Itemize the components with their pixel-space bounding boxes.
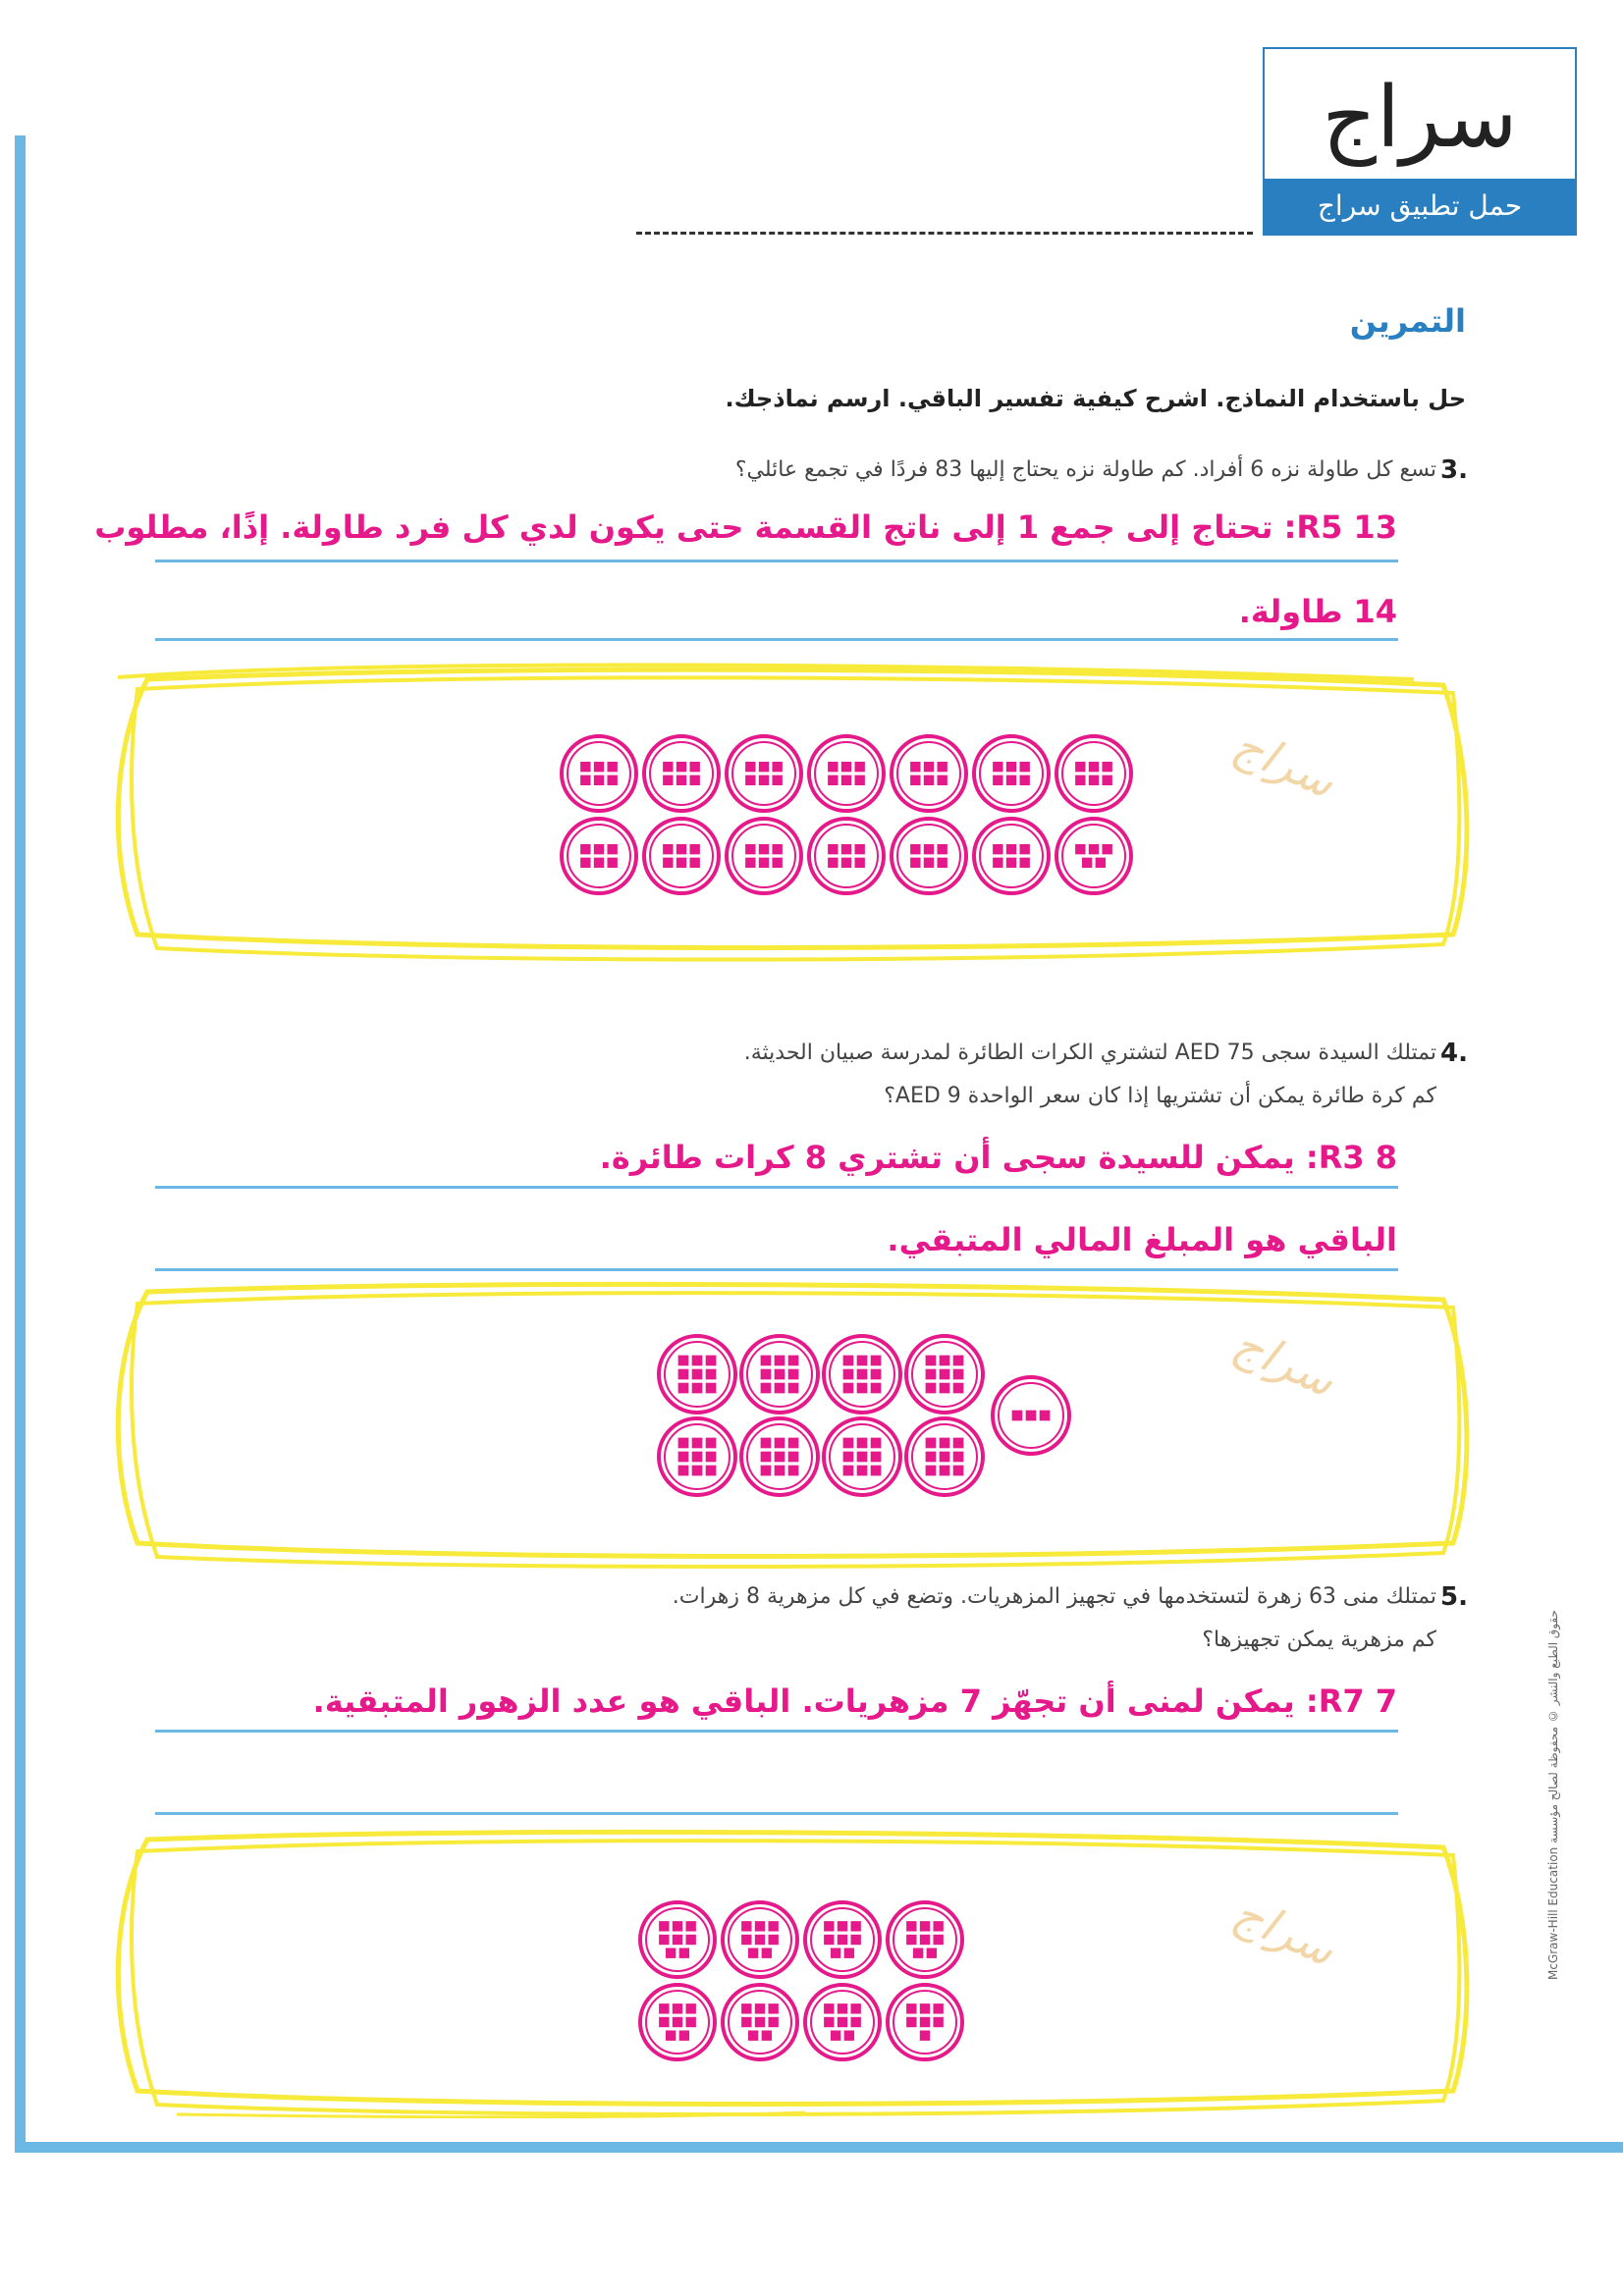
counter-dot [940, 1369, 950, 1380]
counter-dot [850, 1935, 860, 1945]
counter-dot [910, 858, 920, 868]
counter-dot [607, 762, 617, 772]
counter-dot [788, 1466, 799, 1476]
counter-dot [772, 858, 782, 868]
counter-dot [706, 1356, 717, 1366]
counter-dot [594, 762, 604, 772]
counter-dot [933, 2017, 943, 2027]
counter-dot [906, 2017, 916, 2027]
counter-dot [1082, 858, 1092, 868]
problem-number: 3. [1440, 455, 1468, 485]
counter-dot [953, 1452, 964, 1463]
highlight-scribble [118, 1832, 1467, 2104]
group-circle-inner [650, 825, 713, 887]
counter-dot [772, 762, 782, 772]
group-circle [974, 736, 1049, 811]
counter-dot [759, 858, 769, 868]
counter-dot [857, 1438, 868, 1449]
counter-dot [831, 2030, 840, 2040]
counter-dot [689, 844, 699, 854]
counter-dot [940, 1452, 950, 1463]
counter-dot [940, 1466, 950, 1476]
counter-dot [824, 1921, 834, 1931]
problem-number: 4. [1440, 1039, 1468, 1068]
counter-dot [580, 858, 590, 868]
counter-dot [755, 2017, 765, 2027]
counter-dot [768, 1921, 778, 1931]
counter-dot [828, 762, 838, 772]
counter-dot [761, 1383, 772, 1394]
counter-dot [741, 1921, 751, 1931]
counter-dot [775, 1369, 785, 1380]
group-circle [727, 736, 801, 811]
counter-dot [906, 2003, 916, 2013]
counter-dot [692, 1369, 703, 1380]
answer-rule [155, 1186, 1398, 1189]
group-circle-inner [1062, 825, 1125, 887]
counter-dot [768, 2017, 778, 2027]
counter-dot [741, 1935, 751, 1945]
counter-dot [678, 1452, 689, 1463]
counter-dot [920, 2030, 930, 2040]
counter-dot [927, 1948, 937, 1957]
group-circle-inner [732, 742, 795, 805]
counter-dot [871, 1383, 882, 1394]
counter-dot [659, 2017, 669, 2027]
counter-dot [745, 844, 755, 854]
counter-dot [937, 844, 947, 854]
counter-dot [762, 1948, 772, 1957]
counter-dot [871, 1452, 882, 1463]
counter-dot [678, 1383, 689, 1394]
counter-dot [953, 1369, 964, 1380]
counter-dot [940, 1383, 950, 1394]
counter-dot [1019, 775, 1029, 785]
watermark: سراج [1225, 717, 1343, 809]
counter-dot [679, 2030, 689, 2040]
name-dashed-line [636, 232, 1253, 235]
counter-dot [788, 1452, 799, 1463]
watermark: سراج [1225, 1315, 1343, 1408]
counter-dot [937, 858, 947, 868]
counter-dot [673, 1935, 682, 1945]
counter-dot [838, 2003, 847, 2013]
counter-dot [910, 775, 920, 785]
counter-dot [828, 775, 838, 785]
answer-line: 13 R5: تحتاج إلى جمع 1 إلى ناتج القسمة حتى يكون لدي كل فرد طاولة. إذًا، مطلوب [94, 508, 1397, 546]
group-circle-inner [980, 742, 1043, 805]
group-circle-inner [568, 825, 630, 887]
counter-dot [755, 1935, 765, 1945]
counter-dot [910, 844, 920, 854]
counter-dot [1019, 844, 1029, 854]
counter-dot [937, 762, 947, 772]
counter-dot [1096, 858, 1106, 868]
counter-dot [761, 1466, 772, 1476]
problem-number: 5. [1440, 1582, 1468, 1612]
counter-dot [788, 1356, 799, 1366]
counter-dot [745, 858, 755, 868]
counter-dot [906, 1935, 916, 1945]
counter-dot [843, 1356, 854, 1366]
answer-line: 7 R7: يمكن لمنى أن تجهّز 7 مزهريات. الباقي هو عدد الزهور المتبقية. [312, 1682, 1397, 1720]
counter-dot [854, 844, 864, 854]
group-circle-inner [815, 825, 878, 887]
group-circle [974, 819, 1049, 893]
counter-dot [828, 858, 838, 868]
counter-dot [761, 1356, 772, 1366]
group-circle-inner [815, 742, 878, 805]
counter-dot [788, 1383, 799, 1394]
counter-dot [673, 2003, 682, 2013]
counter-dot [838, 1935, 847, 1945]
counter-dot [843, 1466, 854, 1476]
counter-dot [871, 1369, 882, 1380]
model-box-2 [59, 1276, 1483, 1571]
counter-dot [1075, 762, 1085, 772]
counter-dot [745, 775, 755, 785]
counter-dot [673, 1921, 682, 1931]
counter-dot [678, 1466, 689, 1476]
counter-dot [926, 1356, 937, 1366]
counter-dot [926, 1452, 937, 1463]
counter-dot [676, 762, 686, 772]
model-box-3 [59, 1824, 1483, 2118]
logo-word: سراج [1322, 69, 1518, 167]
counter-dot [850, 2017, 860, 2027]
counter-dot [857, 1383, 868, 1394]
counter-dot [953, 1383, 964, 1394]
page-border-bottom [15, 2142, 1623, 2153]
counter-dot [741, 2003, 751, 2013]
problem-text: تمتلك السيدة سجى 75 AED لتشتري الكرات الطائرة لمدرسة صبيان الحديثة. [743, 1041, 1436, 1065]
counter-dot [871, 1356, 882, 1366]
counter-dot [844, 2030, 854, 2040]
counter-dot [607, 775, 617, 785]
group-circle [562, 819, 636, 893]
copyright-side-text: حقوق الطبع والنشر © محفوظة لصالح مؤسسة McGraw-Hill Education [1546, 1610, 1560, 1980]
counter-dot [824, 2003, 834, 2013]
group-circle [1056, 819, 1131, 893]
counter-dot [580, 775, 590, 785]
counter-dot [906, 1921, 916, 1931]
highlight-scribble [132, 677, 1459, 959]
counter-dot [678, 1438, 689, 1449]
counter-dot [706, 1438, 717, 1449]
answer-line: 8 R3: يمكن للسيدة سجى أن تشتري 8 كرات طائرة. [599, 1139, 1397, 1176]
counter-dot [828, 844, 838, 854]
counter-dot [748, 1948, 758, 1957]
counter-dot [607, 844, 617, 854]
counter-dot [953, 1466, 964, 1476]
counter-dot [706, 1369, 717, 1380]
counter-dot [685, 1921, 695, 1931]
counter-dot [706, 1383, 717, 1394]
counter-dot [871, 1438, 882, 1449]
counter-dot [844, 1948, 854, 1957]
counter-dot [933, 2003, 943, 2013]
answer-rule [155, 638, 1398, 641]
counter-dot [993, 775, 1002, 785]
group-circle-inner [732, 825, 795, 887]
counter-dot [850, 2003, 860, 2013]
counter-dot [1075, 775, 1085, 785]
counter-dot [673, 2017, 682, 2027]
group-circle [892, 736, 966, 811]
counter-dot [759, 762, 769, 772]
counter-dot [659, 2003, 669, 2013]
counter-dot [679, 1948, 689, 1957]
counter-dot [580, 844, 590, 854]
counter-dot [857, 1452, 868, 1463]
counter-dot [755, 1921, 765, 1931]
problem-text: كم كرة طائرة يمكن أن تشتريها إذا كان سعر الواحدة 9 AED؟ [884, 1084, 1436, 1108]
counter-dot [706, 1466, 717, 1476]
counter-dot [824, 1935, 834, 1945]
counter-dot [841, 762, 851, 772]
counter-dot [748, 2030, 758, 2040]
highlight-scribble [132, 1841, 1459, 2114]
counter-dot [1006, 762, 1016, 772]
counter-dot [857, 1356, 868, 1366]
page-border-left [15, 135, 26, 2153]
counter-dot [1006, 775, 1016, 785]
counter-dot [678, 1369, 689, 1380]
counter-dot [920, 1921, 930, 1931]
counter-dot [838, 2017, 847, 2027]
counter-dot [659, 1935, 669, 1945]
counter-dot [741, 2017, 751, 2027]
counter-dot [843, 1369, 854, 1380]
group-circle [892, 819, 966, 893]
counter-dot [1102, 775, 1111, 785]
counter-dot [843, 1452, 854, 1463]
counter-dot [659, 1921, 669, 1931]
counter-dot [924, 762, 934, 772]
counter-dot [692, 1452, 703, 1463]
counter-dot [676, 775, 686, 785]
counter-dot [759, 844, 769, 854]
counter-dot [761, 1438, 772, 1449]
counter-dot [926, 1369, 937, 1380]
counter-dot [689, 775, 699, 785]
counter-dot [607, 858, 617, 868]
counter-dot [850, 1921, 860, 1931]
counter-dot [663, 762, 673, 772]
problem-text: تمتلك منى 63 زهرة لتستخدمها في تجهيز المزهريات. وتضع في كل مزهرية 8 زهرات. [672, 1584, 1436, 1609]
counter-dot [920, 2017, 930, 2027]
counter-dot [666, 1948, 676, 1957]
counter-dot [685, 1935, 695, 1945]
group-circle-inner [897, 742, 960, 805]
counter-dot [1006, 858, 1016, 868]
answer-line: 14 طاولة. [1238, 593, 1397, 630]
counter-dot [580, 762, 590, 772]
counter-dot [926, 1438, 937, 1449]
counter-dot [761, 1369, 772, 1380]
counter-dot [692, 1383, 703, 1394]
counter-dot [663, 858, 673, 868]
answer-line: الباقي هو المبلغ المالي المتبقي. [887, 1221, 1397, 1258]
counter-dot [1006, 844, 1016, 854]
group-circle-inner [980, 825, 1043, 887]
counter-dot [706, 1452, 717, 1463]
counter-dot [924, 844, 934, 854]
group-circle [809, 736, 884, 811]
counter-dot [594, 775, 604, 785]
answer-rule [155, 1730, 1398, 1733]
counter-dot [933, 1935, 943, 1945]
counter-dot [745, 762, 755, 772]
counter-dot [775, 1356, 785, 1366]
counter-dot [692, 1466, 703, 1476]
counter-dot [926, 1383, 937, 1394]
counter-dot [772, 775, 782, 785]
group-circle [727, 819, 801, 893]
problem-text: كم مزهرية يمكن تجهيزها؟ [1202, 1628, 1436, 1652]
counter-dot [841, 844, 851, 854]
group-circle [1056, 736, 1131, 811]
problem-text: تسع كل طاولة نزه 6 أفراد. كم طاولة نزه يحتاج إليها 83 فردًا في تجمع عائلي؟ [734, 457, 1436, 482]
counter-dot [1019, 858, 1029, 868]
counter-dot [993, 762, 1002, 772]
counter-dot [1089, 844, 1099, 854]
counter-dot [594, 844, 604, 854]
counter-dot [755, 2003, 765, 2013]
counter-dot [689, 858, 699, 868]
counter-dot [692, 1356, 703, 1366]
counter-dot [926, 1466, 937, 1476]
counter-dot [1019, 762, 1029, 772]
counter-dot [1102, 762, 1111, 772]
counter-dot [857, 1369, 868, 1380]
counter-dot [761, 1452, 772, 1463]
counter-dot [1089, 762, 1099, 772]
group-circle-inner [897, 825, 960, 887]
counter-dot [843, 1438, 854, 1449]
counter-dot [824, 2017, 834, 2027]
counter-dot [924, 775, 934, 785]
counter-dot [953, 1356, 964, 1366]
counter-dot [762, 2030, 772, 2040]
counter-dot [913, 1948, 923, 1957]
group-circle-inner [650, 742, 713, 805]
counter-dot [933, 1921, 943, 1931]
counter-dot [838, 1921, 847, 1931]
counter-dot [1102, 844, 1111, 854]
siraj-logo[interactable] [1263, 47, 1577, 236]
counter-dot [685, 2003, 695, 2013]
group-circle-inner [1062, 742, 1125, 805]
counter-dot [788, 1369, 799, 1380]
group-circle-inner [568, 742, 630, 805]
counter-dot [940, 1438, 950, 1449]
counter-dot [689, 762, 699, 772]
counter-dot [953, 1438, 964, 1449]
counter-dot [920, 2003, 930, 2013]
counter-dot [854, 858, 864, 868]
counter-dot [594, 858, 604, 868]
watermark: سراج [1225, 1885, 1343, 1977]
counter-dot [924, 858, 934, 868]
answer-rule [155, 560, 1398, 562]
highlight-scribble [118, 669, 1467, 947]
counter-dot [1075, 844, 1085, 854]
counter-dot [871, 1466, 882, 1476]
counter-dot [768, 1935, 778, 1945]
answer-rule [155, 1812, 1398, 1815]
counter-dot [854, 762, 864, 772]
counter-dot [666, 2030, 676, 2040]
counter-dot [1026, 1411, 1037, 1421]
counter-dot [993, 858, 1002, 868]
counter-dot [937, 775, 947, 785]
counter-dot [663, 775, 673, 785]
counter-dot [768, 2003, 778, 2013]
group-circle [809, 819, 884, 893]
counter-dot [692, 1438, 703, 1449]
counter-dot [676, 844, 686, 854]
counter-dot [993, 844, 1002, 854]
counter-dot [843, 1383, 854, 1394]
counter-dot [857, 1466, 868, 1476]
section-heading: التمرين [1349, 302, 1466, 340]
counter-dot [940, 1356, 950, 1366]
model-box-1 [59, 658, 1483, 972]
counter-dot [775, 1383, 785, 1394]
counter-dot [1089, 775, 1099, 785]
counter-dot [788, 1438, 799, 1449]
counter-dot [841, 858, 851, 868]
counter-dot [920, 1935, 930, 1945]
counter-dot [663, 844, 673, 854]
counter-dot [678, 1356, 689, 1366]
counter-dot [772, 844, 782, 854]
group-circle [562, 736, 636, 811]
counter-dot [1012, 1411, 1023, 1421]
group-circle [644, 736, 719, 811]
counter-dot [910, 762, 920, 772]
answer-rule [155, 1268, 1398, 1271]
counter-dot [841, 775, 851, 785]
section-instruction: حل باستخدام النماذج. اشرح كيفية تفسير الباقي. ارسم نماذجك. [725, 385, 1466, 412]
counter-dot [854, 775, 864, 785]
counter-dot [775, 1438, 785, 1449]
group-circle [644, 819, 719, 893]
counter-dot [685, 2017, 695, 2027]
counter-dot [759, 775, 769, 785]
counter-dot [831, 1948, 840, 1957]
counter-dot [676, 858, 686, 868]
counter-dot [775, 1466, 785, 1476]
counter-dot [1040, 1411, 1051, 1421]
logo-tagline: حمل تطبيق سراج [1265, 179, 1575, 234]
counter-dot [775, 1452, 785, 1463]
